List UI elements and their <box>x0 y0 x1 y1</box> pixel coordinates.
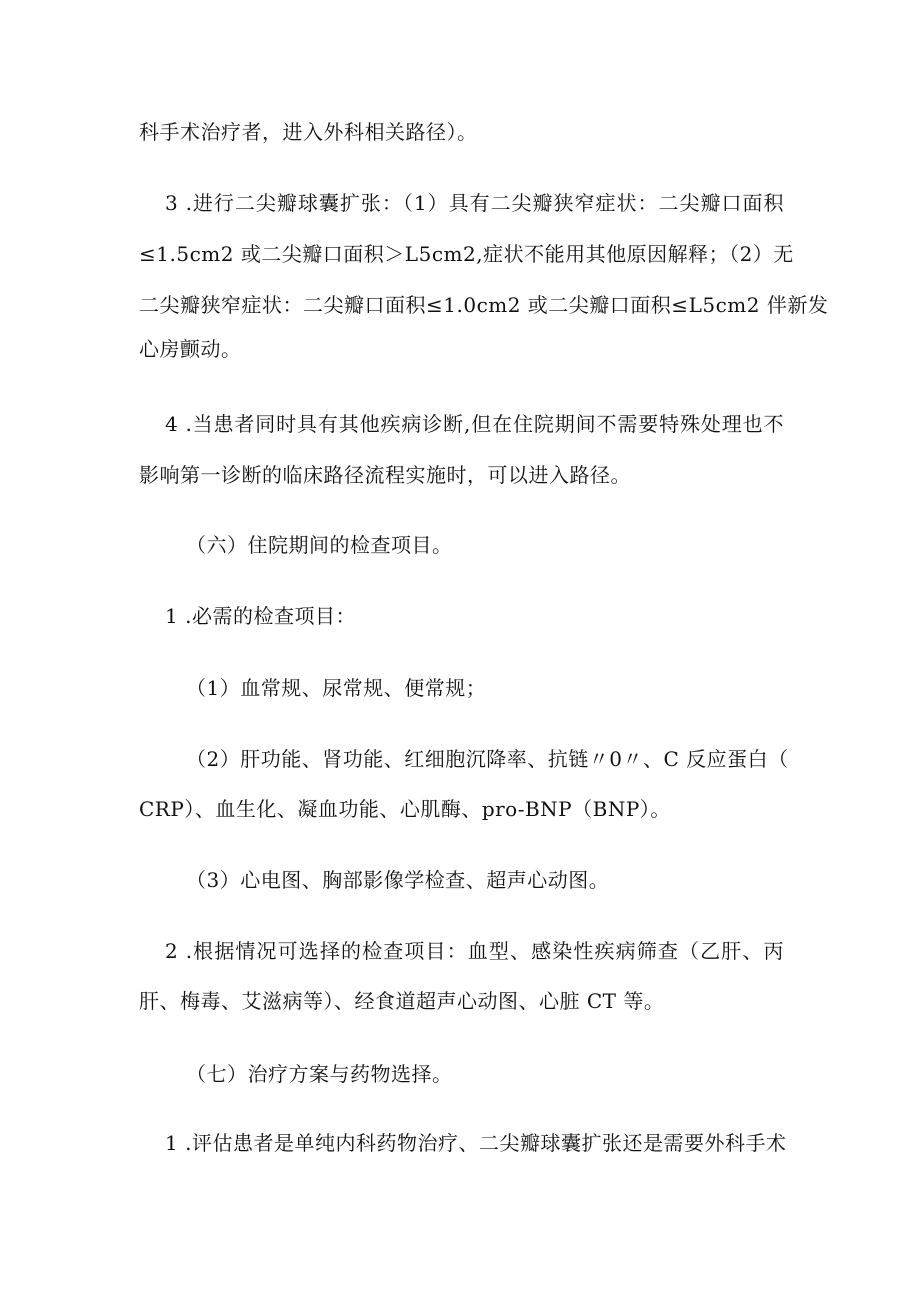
text-line-14: 2 .根据情况可选择的检查项目：血型、感染性疾病筛查（乙肝、丙 <box>165 939 784 963</box>
text-line-9: 1 .必需的检查项目： <box>165 604 356 628</box>
text-line-11: （2）肝功能、肾功能、红细胞沉降率、抗链〃0〃、C 反应蛋白（ <box>186 747 789 771</box>
text-line-3: ≤1.5cm2 或二尖瓣口面积＞L5cm2,症状不能用其他原因解释；（2）无 <box>139 242 794 266</box>
text-line-15: 肝、梅毒、艾滋病等）、经食道超声心动图、心脏 CT 等。 <box>139 989 665 1013</box>
text-line-1: 科手术治疗者，进入外科相关路径）。 <box>139 120 478 144</box>
section-heading-6: （六）住院期间的检查项目。 <box>186 533 453 557</box>
text-line-13: （3）心电图、胸部影像学检查、超声心动图。 <box>186 868 610 892</box>
text-line-6: 4 .当患者同时具有其他疾病诊断,但在住院期间不需要特殊处理也不 <box>165 412 784 436</box>
section-heading-7: （七）治疗方案与药物选择。 <box>186 1062 453 1086</box>
text-line-4: 二尖瓣狭窄症状：二尖瓣口面积≤1.0cm2 或二尖瓣口面积≤L5cm2 伴新发 <box>139 293 829 317</box>
text-line-10: （1）血常规、尿常规、便常规； <box>186 676 487 700</box>
text-line-2: 3 .进行二尖瓣球囊扩张：（1）具有二尖瓣狭窄症状：二尖瓣口面积 <box>165 191 784 215</box>
text-line-5: 心房颤动。 <box>139 337 242 361</box>
text-line-7: 影响第一诊断的临床路径流程实施时，可以进入路径。 <box>139 463 631 487</box>
text-line-17: 1 .评估患者是单纯内科药物治疗、二尖瓣球囊扩张还是需要外科手术 <box>165 1131 787 1155</box>
text-line-12: CRP）、血生化、凝血功能、心肌酶、pro-BNP（BNP）。 <box>139 797 671 821</box>
